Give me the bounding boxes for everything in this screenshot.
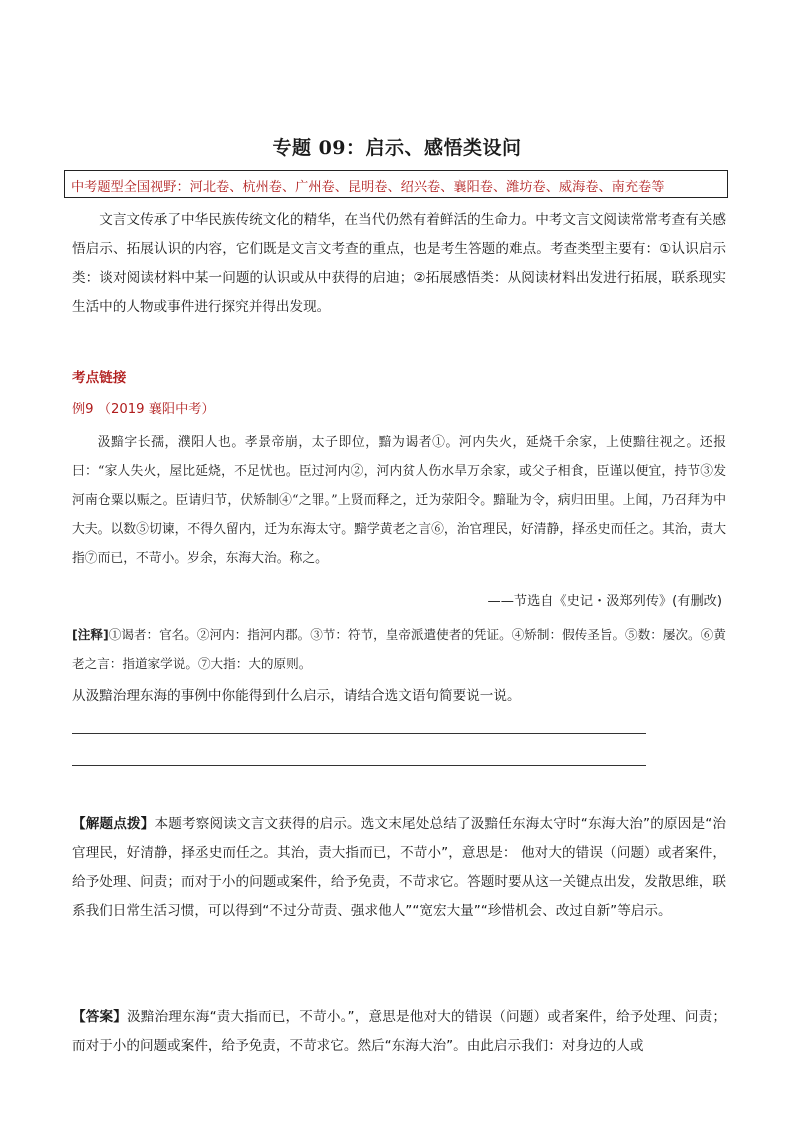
notes-text: ①谒者：官名。②河内：指河内郡。③节：符节，皇帝派遣使者的凭证。④矫制：假传圣旨。⑤数：屡次。⑥黄老之言：指道家学说。⑦大指：大的原则。 <box>72 627 726 671</box>
answer-text: 汲黯治理东海“责大指而已，不苛小。”，意思是他对大的错误（问题）或者案件，给予处理、问责；而对于小的问题或案件，给予免责，不苛求它。然后“东海大治”。由此启示我们：对身边的人或 <box>72 1009 726 1054</box>
exam-scope-box: 中考题型全国视野：河北卷、杭州卷、广州卷、昆明卷、绍兴卷、襄阳卷、潍坊卷、威海卷、南充卷等 <box>64 170 728 198</box>
answer-paragraph <box>72 1003 726 1061</box>
page-title: 专题 09：启示、感悟类设问 <box>272 137 522 159</box>
passage-source: ——节选自《史记・汲郑列传》(有删改) <box>487 594 722 609</box>
question-prompt: 从汲黯治理东海的事例中你能得到什么启示，请结合选文语句简要说一说。 <box>72 688 521 704</box>
intro-paragraph: 文言文传承了中华民族传统文化的精华，在当代仍然有着鲜活的生命力。中考文言文阅读常常考查有关感悟启示、拓展认识的内容，它们既是文言文考查的重点，也是考生答题的难点。考查类型主要有：①认识启示类：谈对阅读材料中某一问题的认识或从中获得的启迪；②拓展感悟类：从阅读材料出发进行拓展，联系现实生活中的人物或事件进行探究并得出发现。 <box>72 212 726 315</box>
classical-passage: 汲黯字长孺，濮阳人也。孝景帝崩，太子即位，黯为谒者①。河内失火，延烧千余家，上使黯往视之。还报曰：“家人失火，屋比延烧，不足忧也。臣过河内②，河内贫人伤水旱万余家，或父子相食，臣谨以便宜，持节③发河南仓粟以赈之。臣请归节，伏矫制④“之罪。”上贤而释之，迁为荥阳令。黯耻为令，病归田里。上闻，乃召拜为中大夫。以数⑤切谏，不得久留内，迁为东海太守。黯学黄老之言⑥，治官理民，好清静，择丞史而任之。其治，责大指⑦而已，不苛小。岁余，东海大治。称之。 <box>72 435 726 566</box>
answer-label: 【答案】 <box>72 1009 128 1025</box>
answer-line-1 <box>72 733 646 734</box>
analysis-label: 【解题点拨】 <box>72 816 155 832</box>
section-heading: 考点链接 <box>72 370 127 386</box>
notes-label: [注释] <box>72 627 109 642</box>
analysis-paragraph <box>72 810 726 926</box>
analysis-text: 本题考察阅读文言文获得的启示。选文末尾处总结了汲黯任东海太守时“东海大治”的原因是“治官理民，好清静，择丞史而任之。其治，责大指而已，不苛小”，意思是： 他对大的错误（问题）或者案件，给予处理、问责；而对于小的问题或案件，给予免责，不苛求它。答题时要从这一关键点出发，发散思维，联系我们日常生活习惯，可以得到“不过分苛责、强求他人”“宽宏大量”“珍惜机会、改过自新”等启示。 <box>72 816 727 919</box>
answer-line-2 <box>72 765 646 766</box>
annotation-notes <box>72 620 726 678</box>
example-label: 例9 （2019 襄阳中考） <box>72 402 215 417</box>
